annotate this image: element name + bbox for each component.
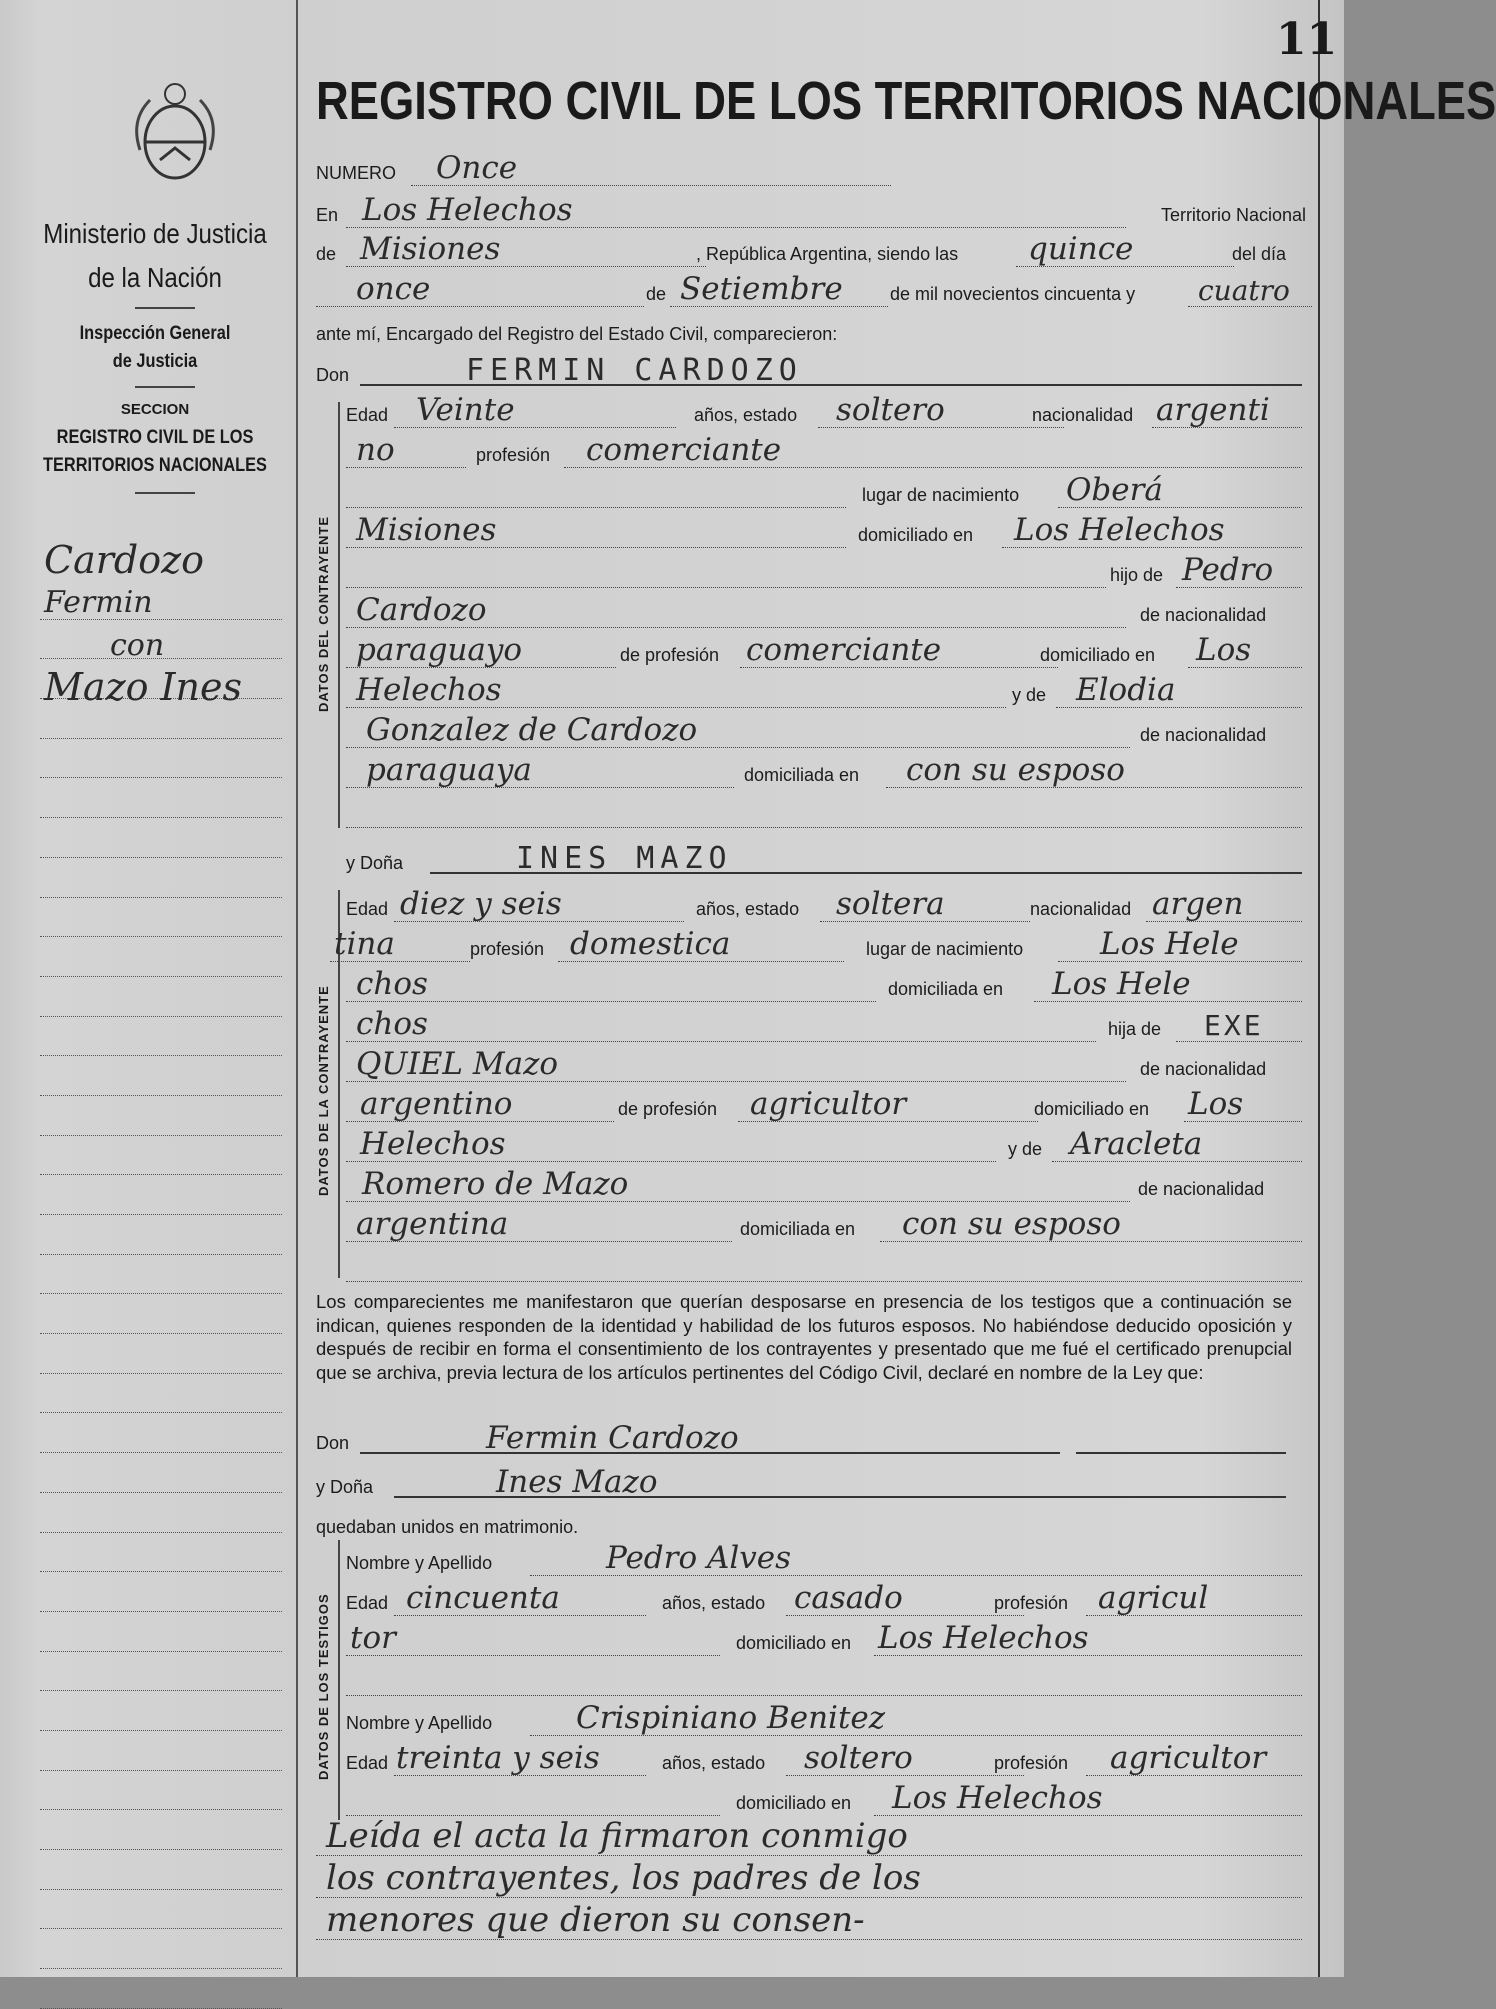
groom-nacionalidad: argenti [1156, 392, 1270, 428]
groom-lugar: Oberá [1066, 472, 1163, 508]
union-don-value: Fermin Cardozo [486, 1420, 739, 1456]
groom-profesion-line: no profesión comerciante [346, 432, 1302, 472]
groom-don-line: Don FERMIN CARDOZO [316, 352, 1302, 392]
ante-line: ante mí, Encargado del Registro del Estado Civil, comparecieron: [316, 324, 838, 344]
witness1-profesion: agricul [1098, 1580, 1209, 1616]
divider [135, 492, 195, 494]
bride-madre-nac: argentina [356, 1206, 509, 1242]
en-line: En Los Helechos Territorio Nacional [316, 192, 1306, 228]
bride-estado: soltera [836, 886, 945, 922]
witness2-estado: soltero [804, 1740, 913, 1776]
closing-line-1: Leída el acta la firmaron conmigo [316, 1820, 1302, 1860]
groom-side-label: DATOS DEL CONTRAYENTE [316, 515, 331, 712]
numero-line: NUMERO Once [316, 150, 1306, 190]
groom-domicilio: Los Helechos [1014, 512, 1225, 548]
witness2-dom-line: domiciliado en Los Helechos [346, 1780, 1302, 1820]
dia-value: once [356, 271, 431, 307]
de-line: de Misiones , República Argentina, siendo las quince del día [316, 231, 1287, 267]
witness1-estado: casado [794, 1580, 903, 1616]
groom-padre-nac: paraguayo [356, 632, 523, 668]
bride-edad: diez y seis [400, 886, 562, 922]
bride-domicilio-line: chos domiciliada en Los Hele [346, 966, 1302, 1006]
groom-padre-prof: comerciante [746, 632, 942, 668]
bride-domicilio: Los Hele [1052, 966, 1191, 1002]
bride-profesion-line: tina profesión domestica lugar de nacimiento Los Hele [330, 926, 1302, 966]
bride-side-label: DATOS DE LA CONTRAYENTE [316, 985, 331, 1196]
bride-padre: EXE [1204, 1009, 1264, 1042]
groom-madre-nac: paraguaya [366, 752, 532, 788]
groom-madre-dom: con su esposo [906, 752, 1125, 788]
witness2-edad-line: Edad treinta y seis años, estado soltero profesión agricultor [346, 1740, 1302, 1780]
margin-note-con: con [110, 628, 165, 663]
groom-padre-prof-line: paraguayo de profesión comerciante domiciliado en Los [346, 632, 1302, 672]
witness2-profesion: agricultor [1110, 1740, 1267, 1776]
union-don-line: Don Fermin Cardozo [316, 1420, 1286, 1460]
closing-line-2: los contrayentes, los padres de los [316, 1862, 1302, 1902]
witness1-nombre: Pedro Alves [606, 1540, 792, 1576]
declaration-paragraph: Los comparecientes me manifestaron que querían desposarse en presencia de los testigos que a continuación se indican, quienes responden de la identidad y habilidad de los futuros esposos. No habiéndose deducido oposición y después de recibir en forma el consentimiento de los contrayentes y presentado que me fué el certificado prenupcial que se archiva, previa lectura de los artículos pertinentes del Código Civil, declaré en nombre de la Ley que: [316, 1291, 1292, 1383]
bride-madre-dom: con su esposo [902, 1206, 1121, 1242]
groom-estado: soltero [836, 392, 945, 428]
registry-name: REGISTRO CIVIL DE LOS TERRITORIOS NACIONALES [43, 427, 267, 476]
bride-lugar: Los Hele [1100, 926, 1239, 962]
anio-value: cuatro [1198, 274, 1290, 307]
divider [135, 386, 195, 388]
groom-madre-line: Helechos y de Elodia [346, 672, 1302, 712]
groom-padre-line: Cardozo de nacionalidad [346, 592, 1302, 632]
inspection-name: Inspección General de Justicia [79, 323, 231, 372]
bride-padre-prof-line: argentino de profesión agricultor domiciliado en Los [346, 1086, 1302, 1126]
groom-domicilio-line: Misiones domiciliado en Los Helechos [346, 512, 1312, 552]
section-label: SECCION [120, 401, 190, 418]
witness1-edad-line: Edad cincuenta años, estado casado profesión agricul [346, 1580, 1302, 1620]
coat-of-arms-icon [130, 80, 220, 190]
groom-madre-dom-line: paraguaya domiciliada en con su esposo [346, 752, 1302, 792]
bride-madre-nac-line: Romero de Mazo de nacionalidad [346, 1166, 1302, 1206]
groom-madre: Elodia [1076, 672, 1176, 708]
union-dona-line: y Doña Ines Mazo [316, 1464, 1286, 1504]
divider [135, 307, 195, 309]
groom-madre-nac-line: Gonzalez de Cardozo de nacionalidad [346, 712, 1302, 752]
bride-name: INES MAZO [516, 841, 733, 876]
union-dona-value: Ines Mazo [496, 1464, 658, 1500]
bride-nacionalidad: argen [1152, 886, 1244, 922]
witness1-nombre-line: Nombre y Apellido Pedro Alves [346, 1540, 1302, 1580]
groom-name: FERMIN CARDOZO [466, 353, 803, 388]
hora-value: quince [1028, 231, 1134, 267]
page-number: 11 [1276, 14, 1338, 65]
witness1-edad: cincuenta [406, 1580, 560, 1616]
sidebar [0, 0, 298, 1977]
margin-lines [40, 580, 282, 2009]
bride-madre-line: Helechos y de Aracleta [346, 1126, 1302, 1166]
witness2-domicilio: Los Helechos [892, 1780, 1103, 1816]
bride-padre-line: QUIEL Mazo de nacionalidad [346, 1046, 1302, 1086]
document-title: REGISTRO CIVIL DE LOS TERRITORIOS NACIONALES [316, 71, 1496, 131]
witness2-nombre: Crispiniano Benitez [576, 1700, 886, 1736]
bride-edad-line: Edad diez y seis años, estado soltera nacionalidad argen [346, 886, 1302, 926]
bride-madre: Aracleta [1070, 1126, 1203, 1162]
witness1-domicilio: Los Helechos [878, 1620, 1089, 1656]
quedaban-line: quedaban unidos en matrimonio. [316, 1517, 579, 1537]
witness2-nombre-line: Nombre y Apellido Crispiniano Benitez [346, 1700, 1302, 1740]
en-value: Los Helechos [362, 192, 573, 228]
numero-value: Once [436, 150, 518, 186]
fecha-line: once de Setiembre de mil novecientos cincuenta y cuatro [316, 271, 1316, 311]
bride-dona-line: y Doña INES MAZO [346, 840, 1302, 880]
groom-hijo-line: hijo de Pedro [346, 552, 1312, 592]
margin-note-bride: Mazo Ines [44, 665, 243, 709]
groom-edad: Veinte [416, 392, 515, 428]
groom-lugar-line: lugar de nacimiento Oberá [346, 472, 1302, 512]
bride-padre-nac: argentino [360, 1086, 513, 1122]
margin-note-name: Fermin [44, 585, 153, 620]
closing-line-3: menores que dieron su consen- [316, 1904, 1302, 1944]
groom-padre: Pedro [1182, 552, 1274, 588]
witnesses-side-label: DATOS DE LOS TESTIGOS [316, 1593, 331, 1780]
de-value: Misiones [360, 231, 501, 267]
right-border [1318, 0, 1320, 1977]
groom-edad-line: Edad Veinte años, estado soltero nacionalidad argenti [346, 392, 1302, 432]
witness1-dom-line: tor domiciliado en Los Helechos [346, 1620, 1302, 1660]
bride-profesion: domestica [570, 926, 731, 962]
groom-profesion: comerciante [586, 432, 782, 468]
witness2-edad: treinta y seis [396, 1740, 600, 1776]
bride-madre-dom-line: argentina domiciliada en con su esposo [346, 1206, 1302, 1246]
bride-hija-line: chos hija de EXE [346, 1006, 1302, 1046]
mes-value: Setiembre [680, 271, 843, 307]
ministry-name: Ministerio de Justicia de la Nación [43, 218, 267, 293]
margin-note-surname: Cardozo [44, 538, 204, 582]
bride-padre-prof: agricultor [750, 1086, 907, 1122]
